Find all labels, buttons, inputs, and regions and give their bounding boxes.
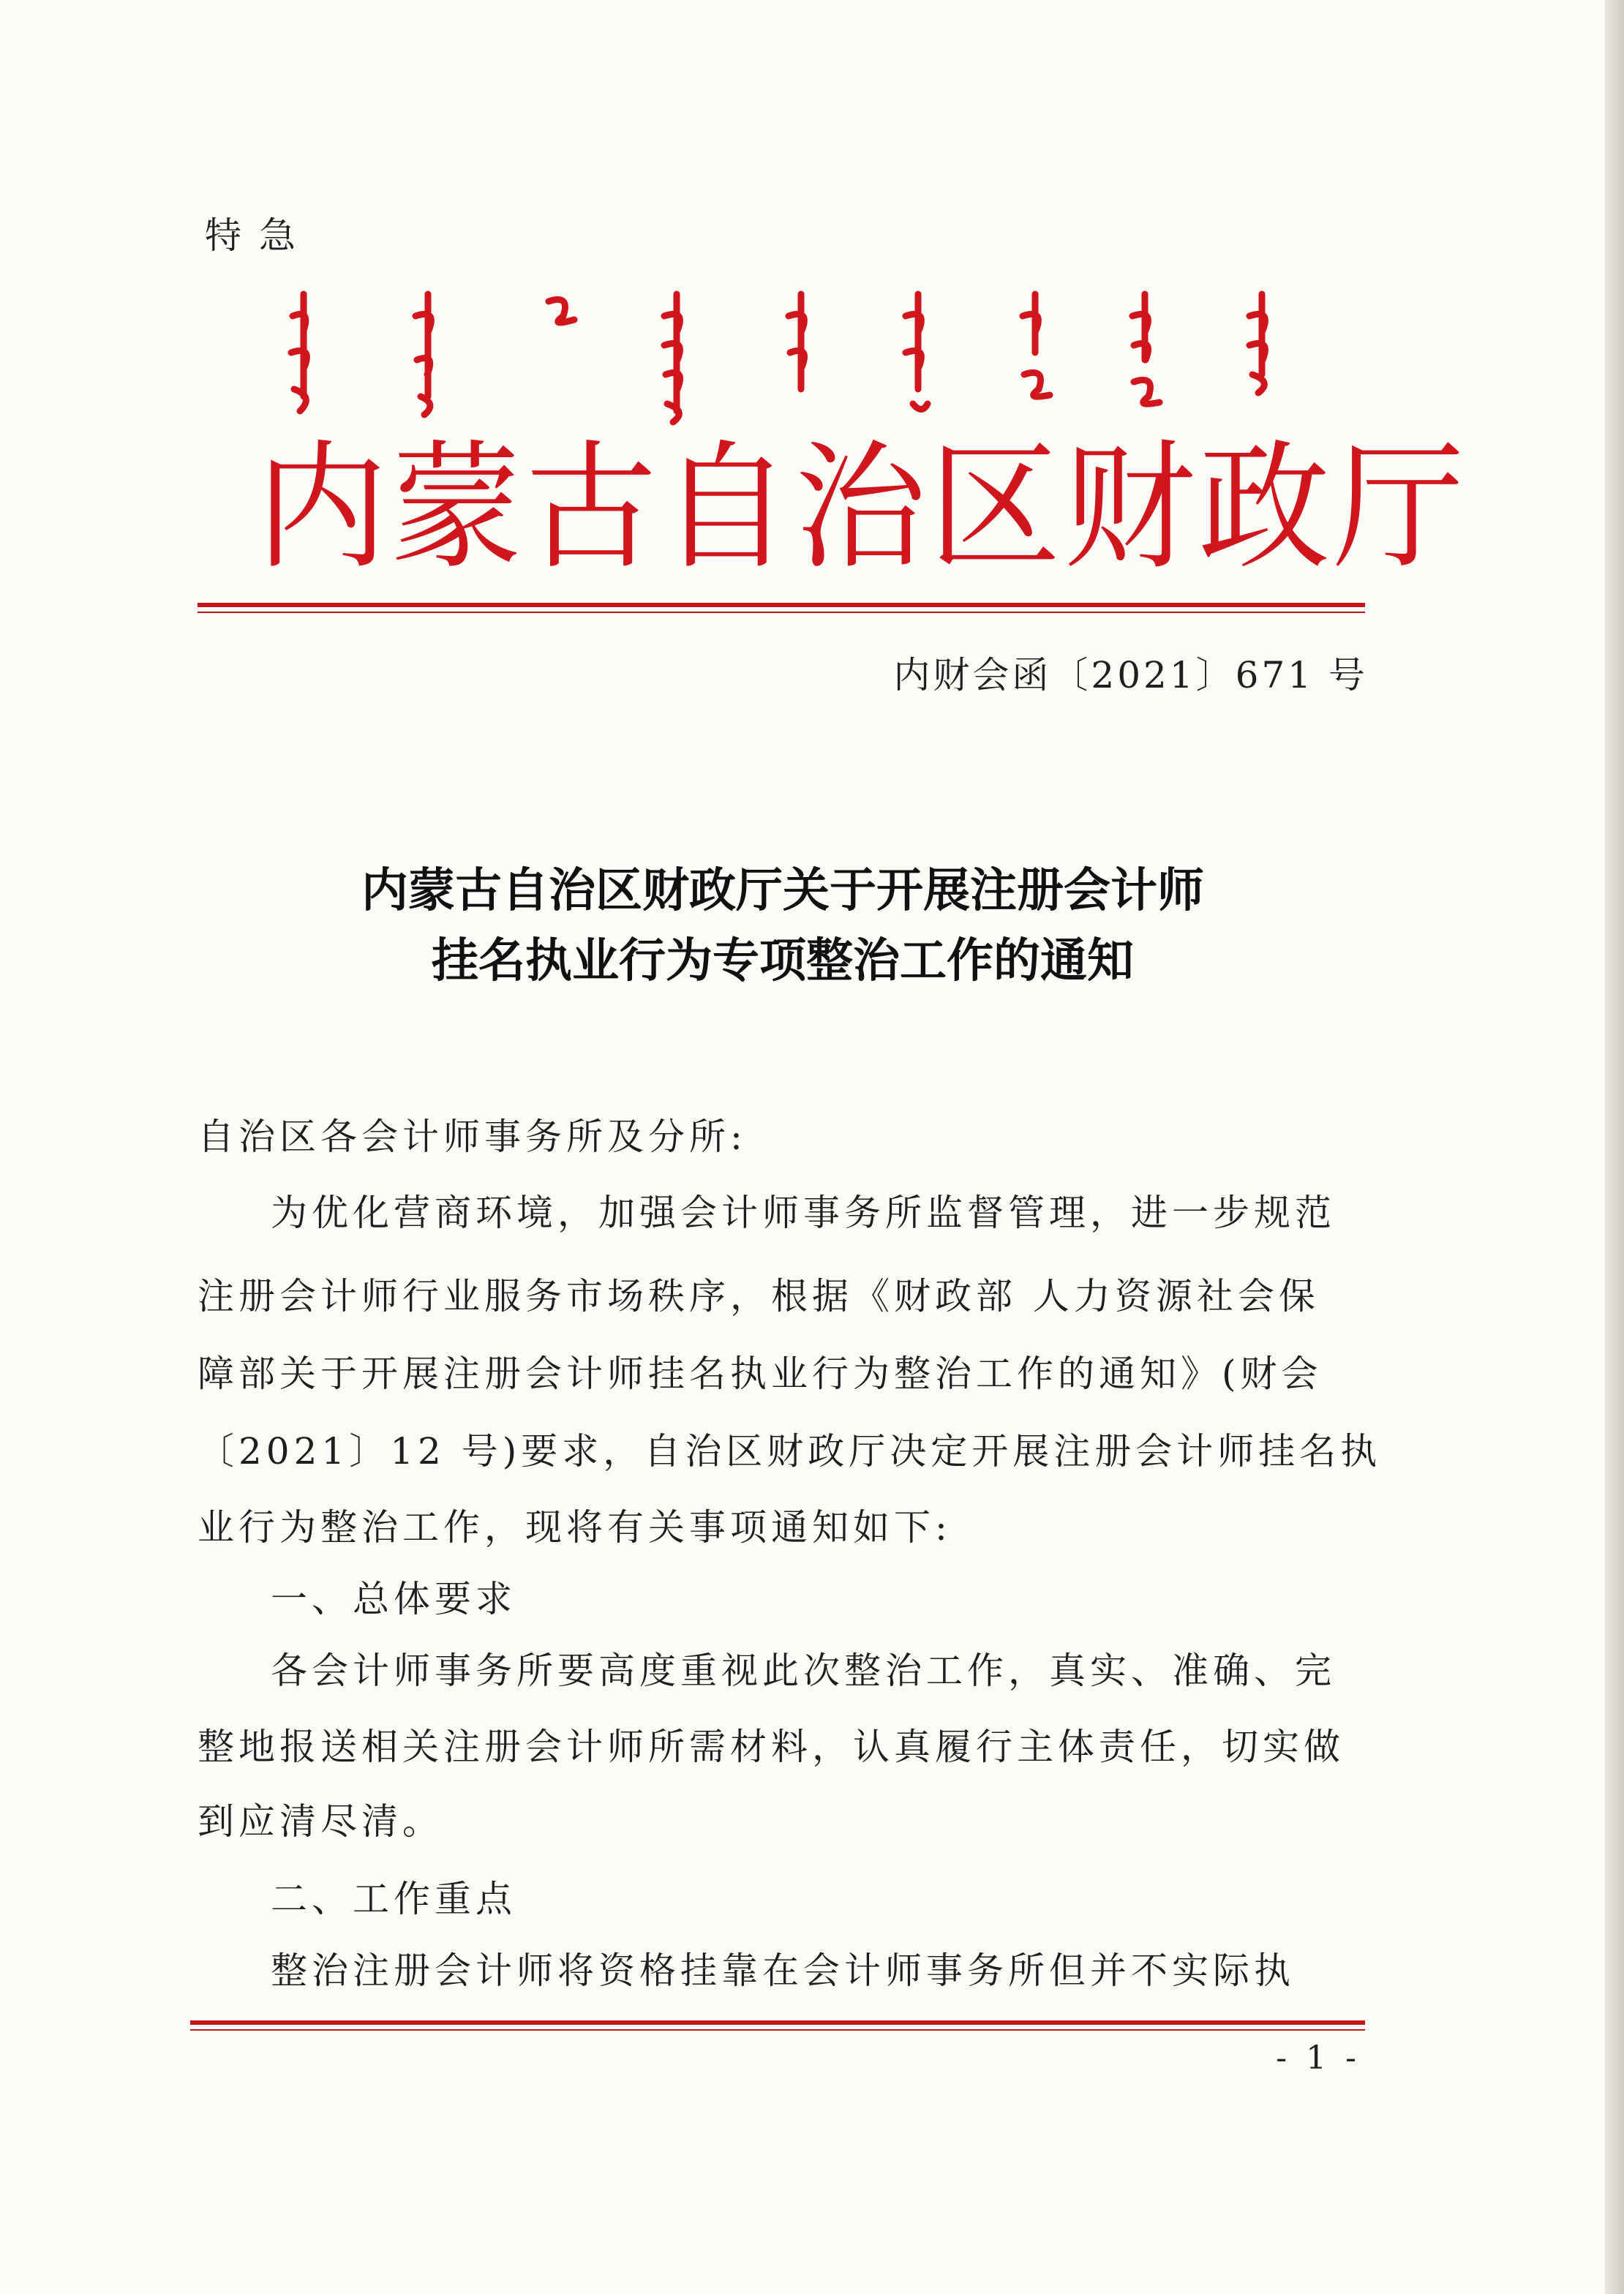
- footer-divider-thick: [190, 2020, 1365, 2025]
- title-line-2: 挂名执业行为专项整治工作的通知: [432, 934, 1134, 988]
- header-divider-thick: [198, 603, 1365, 607]
- intro-line-2: 注册会计师行业服务市场秩序，根据《财政部 人力资源社会保: [198, 1275, 1320, 1317]
- mongolian-agency-name: [278, 287, 1302, 426]
- intro-line-5: 业行为整治工作，现将有关事项通知如下:: [198, 1506, 952, 1549]
- intro-line-3: 障部关于开展注册会计师挂名执业行为整治工作的通知》(财会: [198, 1353, 1323, 1395]
- section2-line-1: 整治注册会计师将资格挂靠在会计师事务所但并不实际执: [271, 1949, 1295, 1992]
- page-edge-shadow: [1605, 0, 1624, 2294]
- document-title: [198, 856, 1368, 996]
- section-heading-2: 二、工作重点: [271, 1878, 516, 1920]
- mongolian-word: [1236, 287, 1287, 426]
- document-number: 内财会函〔2021〕671 号: [893, 654, 1368, 696]
- section1-line-2: 整地报送相关注册会计师所需材料，认真履行主体责任，切实做: [198, 1726, 1345, 1768]
- header-divider-thin: [198, 612, 1365, 613]
- mongolian-word: [775, 287, 827, 426]
- section-heading-1: 一、总体要求: [271, 1578, 516, 1620]
- addressee: 自治区各会计师事务所及分所:: [198, 1116, 747, 1158]
- footer-divider-thin: [190, 2029, 1365, 2031]
- page-number: - 1 -: [1276, 2039, 1361, 2077]
- urgency-label: 特急: [205, 214, 313, 257]
- mongolian-word: [278, 287, 329, 426]
- intro-line-4: 〔2021〕12 号)要求，自治区财政厅决定开展注册会计师挂名执: [198, 1430, 1382, 1473]
- title-line-1: 内蒙古自治区财政厅关于开展注册会计师: [361, 864, 1204, 918]
- agency-name: 内蒙古自治区财政厅: [256, 427, 1468, 589]
- intro-line-1: 为优化营商环境，加强会计师事务所监督管理，进一步规范: [271, 1192, 1336, 1234]
- mongolian-word: [892, 287, 944, 426]
- mongolian-word: [534, 287, 585, 426]
- section1-line-1: 各会计师事务所要高度重视此次整治工作，真实、准确、完: [271, 1650, 1336, 1692]
- mongolian-word: [651, 287, 702, 426]
- section1-line-3: 到应清尽清。: [198, 1800, 443, 1843]
- mongolian-word: [1010, 287, 1061, 426]
- mongolian-word: [1119, 287, 1170, 426]
- mongolian-word: [402, 287, 454, 426]
